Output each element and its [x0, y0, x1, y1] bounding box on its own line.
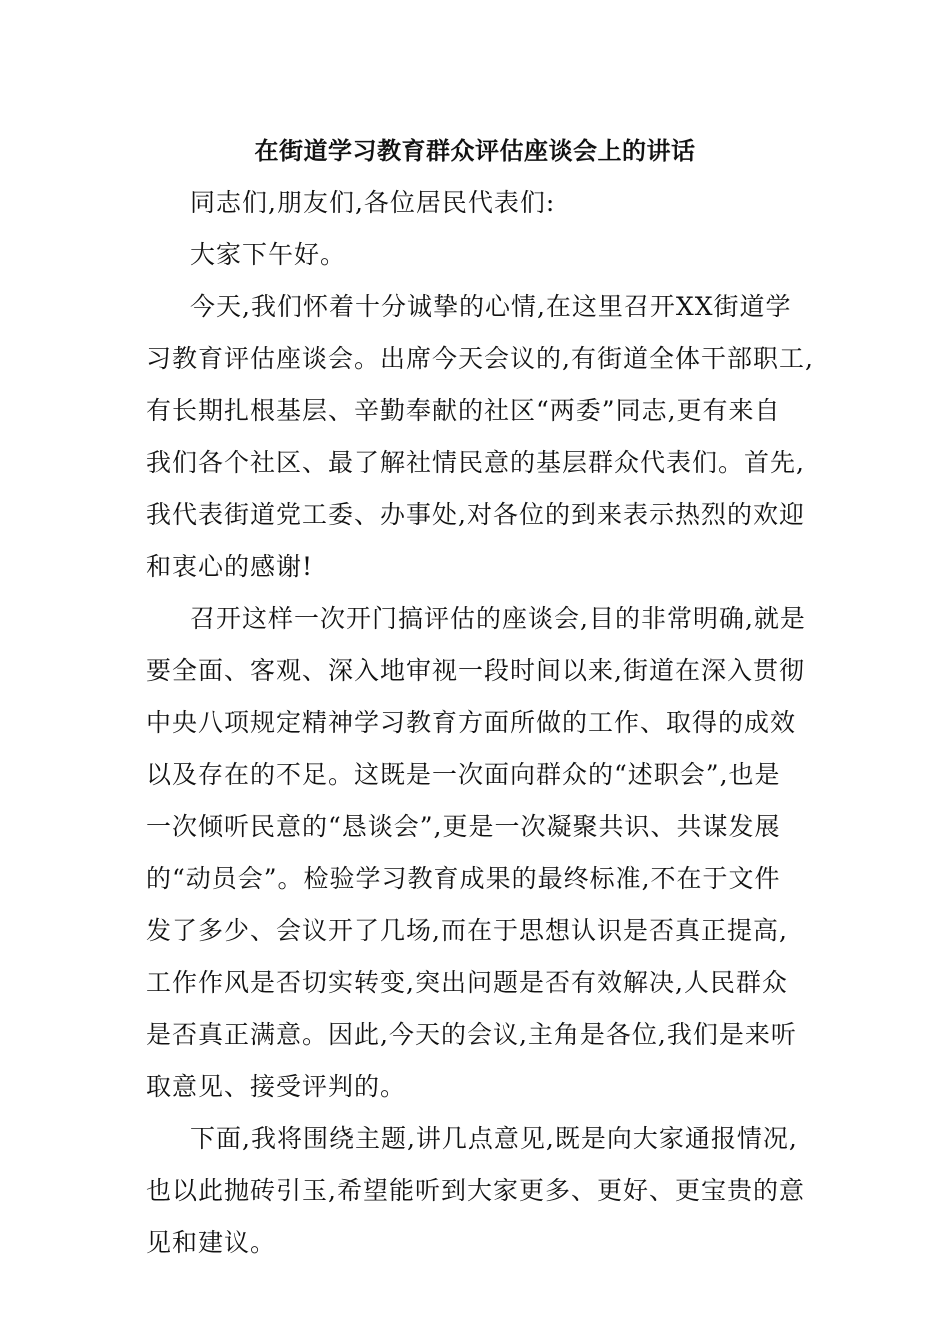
paragraph-2-line-3: 中央八项规定精神学习教育方面所做的工作、取得的成效	[146, 708, 797, 737]
paragraph-1-line-4: 我们各个社区、最了解社情民意的基层群众代表们。首先,	[146, 448, 805, 477]
paragraph-2-line-6: 的“动员会”。检验学习教育成果的最终标准,不在于文件	[146, 864, 781, 893]
paragraph-2-line-9: 是否真正满意。因此,今天的会议,主角是各位,我们是来听	[146, 1020, 797, 1049]
paragraph-3-line-2: 也以此抛砖引玉,希望能听到大家更多、更好、更宝贵的意	[146, 1176, 805, 1205]
paragraph-2-line-5: 一次倾听民意的“恳谈会”,更是一次凝聚共识、共谋发展	[146, 812, 781, 841]
document-title: 在街道学习教育群众评估座谈会上的讲话	[254, 136, 696, 165]
paragraph-3-line-3: 见和建议。	[146, 1228, 277, 1257]
paragraph-2-line-10: 取意见、接受评判的。	[146, 1072, 407, 1101]
paragraph-1-line-6: 和衷心的感谢!	[146, 552, 314, 581]
salutation-line: 同志们,朋友们,各位居民代表们:	[190, 188, 556, 217]
paragraph-3-line-1: 下面,我将围绕主题,讲几点意见,既是向大家通报情况,	[190, 1124, 798, 1153]
paragraph-1-line-2: 习教育评估座谈会。出席今天会议的,有街道全体干部职工,	[146, 344, 814, 373]
paragraph-2-line-7: 发了多少、会议开了几场,而在于思想认识是否真正提高,	[146, 916, 788, 945]
paragraph-2-line-1: 召开这样一次开门搞评估的座谈会,目的非常明确,就是	[190, 604, 806, 633]
paragraph-2-line-8: 工作作风是否切实转变,突出问题是否有效解决,人民群众	[146, 968, 788, 997]
paragraph-1-line-3: 有长期扎根基层、辛勤奉献的社区“两委”同志,更有来自	[146, 396, 781, 425]
paragraph-1-line-1: 今天,我们怀着十分诚挚的心情,在这里召开XX街道学	[190, 292, 792, 321]
paragraph-2-line-4: 以及存在的不足。这既是一次面向群众的“述职会”,也是	[146, 760, 781, 789]
paragraph-1-line-5: 我代表街道党工委、办事处,对各位的到来表示热烈的欢迎	[146, 500, 805, 529]
paragraph-2-line-2: 要全面、客观、深入地审视一段时间以来,街道在深入贯彻	[146, 656, 805, 685]
greeting-line: 大家下午好。	[190, 240, 347, 269]
